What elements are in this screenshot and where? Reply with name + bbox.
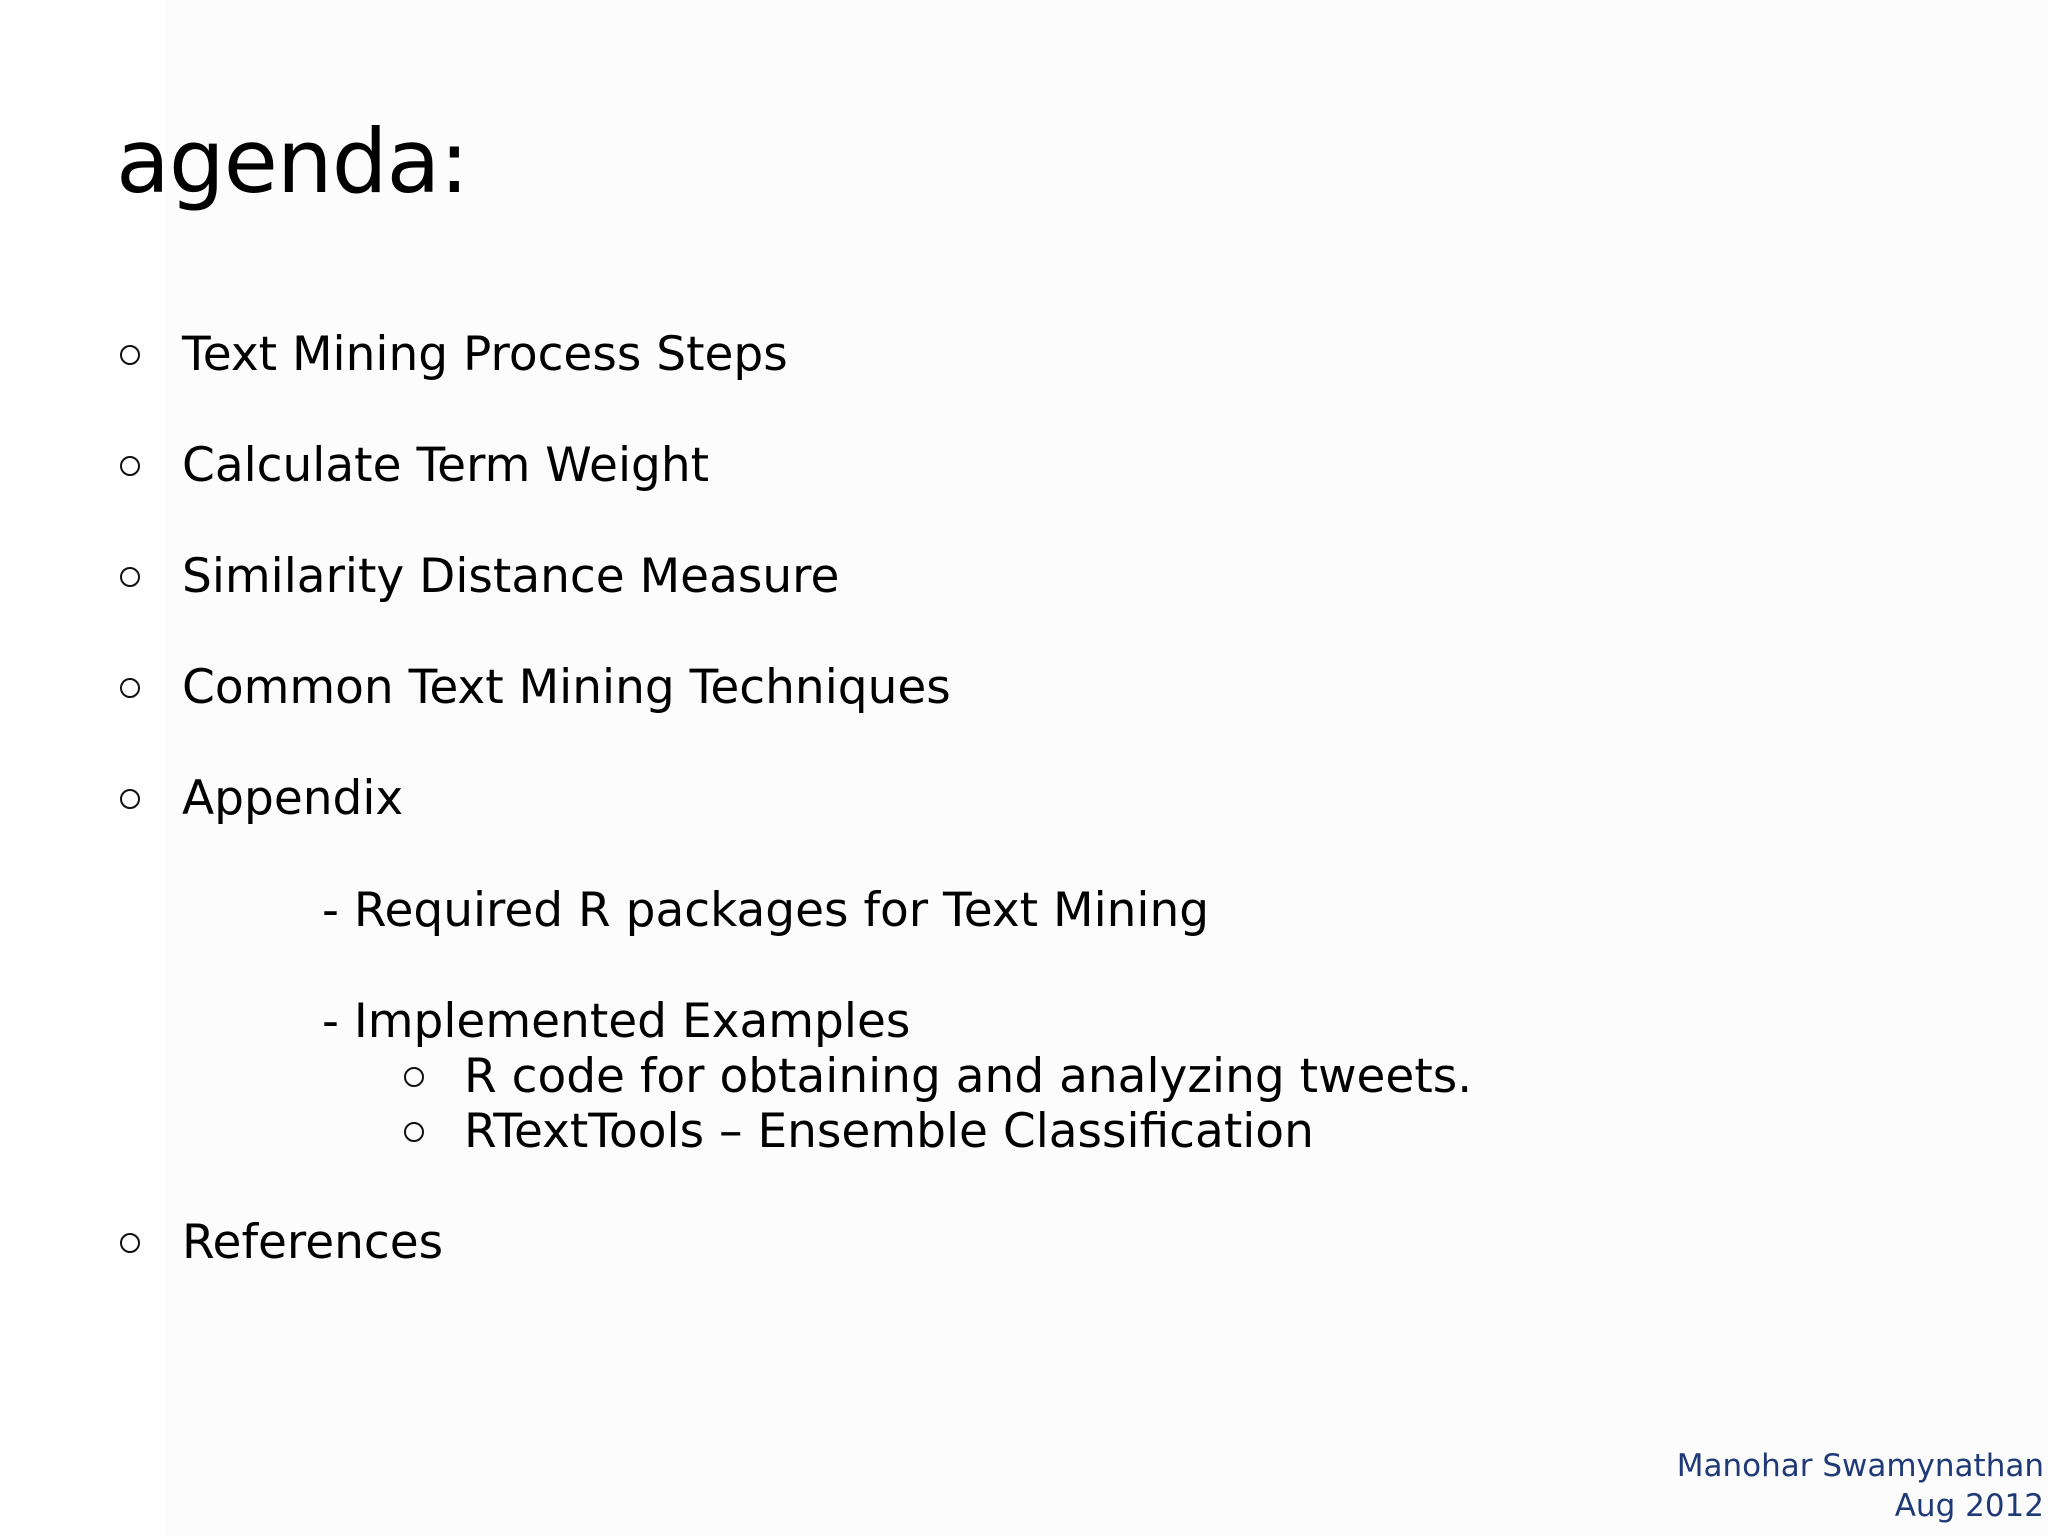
footer-author: Manohar Swamynathan (1676, 1448, 2044, 1484)
bullet-icon (120, 789, 140, 809)
list-item (120, 658, 951, 718)
list-item-label: Common Text Mining Techniques (182, 660, 951, 715)
slide-footer (1677, 1446, 2044, 1526)
appendix-subitem: - Required R packages for Text Mining (322, 883, 1210, 938)
example-item (404, 1047, 1472, 1107)
bullet-icon (120, 456, 140, 476)
example-item-label: RTextTools – Ensemble Classification (464, 1104, 1314, 1159)
slide-title: agenda: (116, 110, 469, 213)
list-item (120, 547, 839, 607)
content-panel (165, 0, 2048, 1536)
list-item-label: Calculate Term Weight (182, 438, 710, 493)
example-item (404, 1102, 1314, 1162)
bullet-icon (404, 1067, 424, 1087)
list-item (120, 769, 403, 829)
list-item (120, 436, 709, 496)
bullet-icon (120, 1233, 140, 1253)
bullet-icon (404, 1122, 424, 1142)
list-item-label: References (182, 1215, 444, 1270)
list-item-label: Appendix (182, 771, 404, 826)
footer-date: Aug 2012 (1894, 1488, 2044, 1524)
bullet-icon (120, 567, 140, 587)
bullet-icon (120, 345, 140, 365)
list-item (120, 325, 788, 385)
bullet-icon (120, 678, 140, 698)
example-item-label: R code for obtaining and analyzing tweets. (464, 1049, 1473, 1104)
appendix-subitem: - Implemented Examples (322, 994, 911, 1049)
list-item-label: Similarity Distance Measure (182, 549, 840, 604)
list-item-references (120, 1213, 443, 1273)
list-item-label: Text Mining Process Steps (182, 327, 788, 382)
